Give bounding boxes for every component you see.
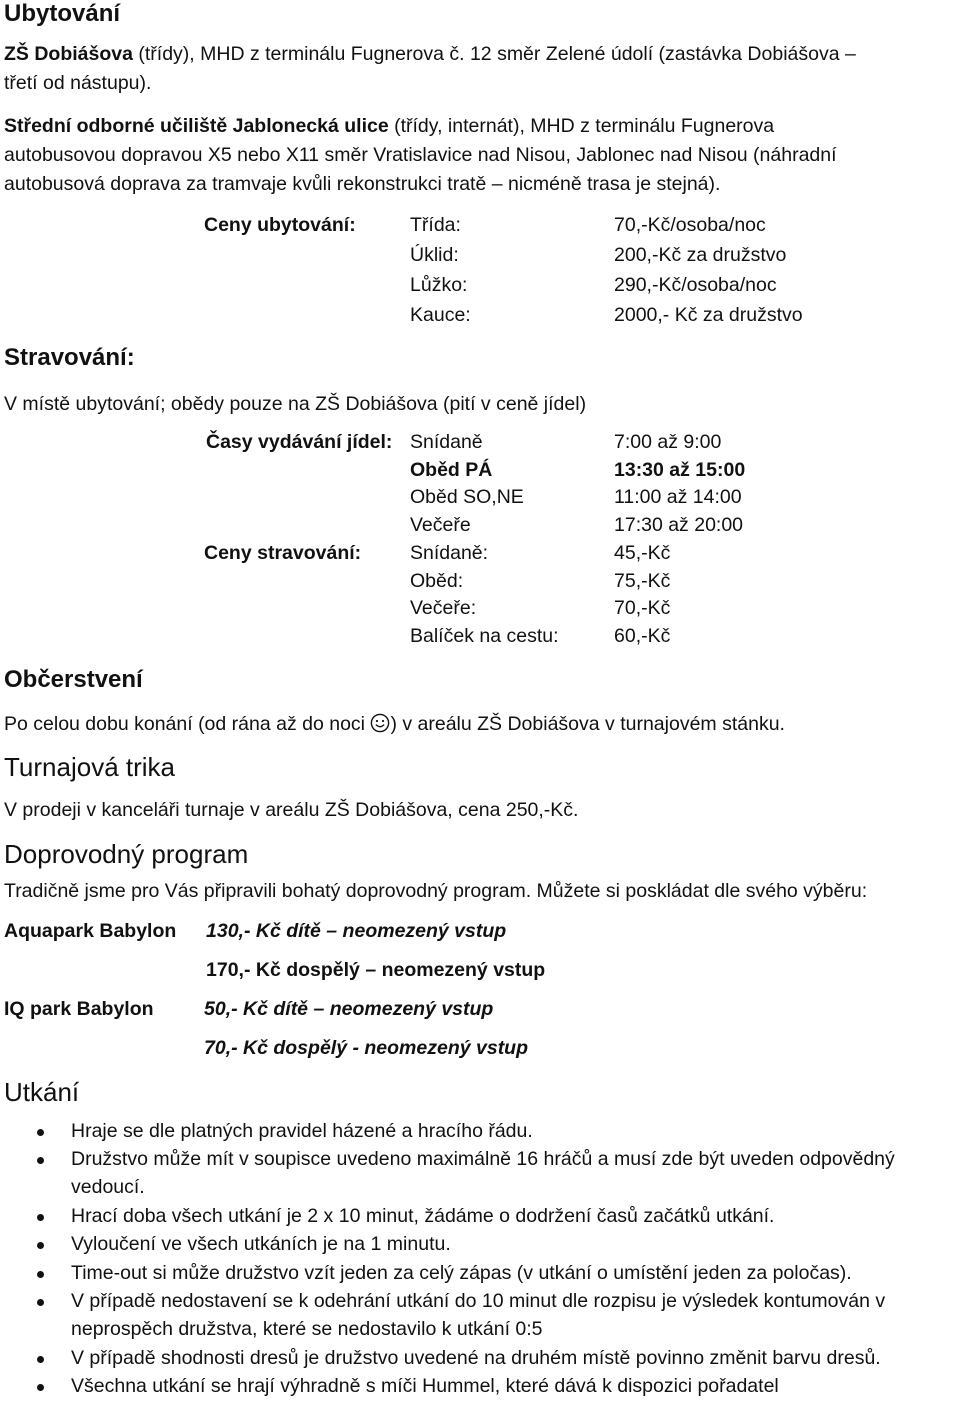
catering-note: V místě ubytování; obědy pouze na ZŠ Dobiášova (pití v ceně jídel) [4, 393, 587, 415]
price-value: 70,-Kč/osoba/noc [614, 214, 766, 236]
meal-name: Večeře [410, 514, 471, 536]
refreshments-text-after: ) v areálu ZŠ Dobiášova v turnajovém stánku. [390, 713, 785, 735]
meal-time: 11:00 až 14:00 [614, 486, 742, 508]
rule-item-continuation: vedoucí. [71, 1176, 145, 1198]
rule-item-continuation: neprospěch družstva, které se nedostavilo k utkání 0:5 [71, 1318, 543, 1340]
aquapark-label: Aquapark Babylon [4, 920, 177, 942]
price-value: 2000,- Kč za družstvo [614, 304, 803, 326]
refreshments-text-before: Po celou dobu konání (od rána až do noci [4, 713, 371, 735]
meal-price-value: 70,-Kč [614, 597, 671, 619]
meal-time: 13:30 až 15:00 [614, 459, 746, 481]
accommodation-heading: Ubytování [4, 0, 121, 27]
meal-times-label: Časy vydávání jídel: [206, 431, 393, 453]
meal-price-item: Večeře: [410, 597, 477, 619]
meal-name: Oběd PÁ [410, 459, 493, 481]
bullet-icon [37, 1129, 44, 1136]
rule-item: Time-out si může družstvo vzít jeden za celý zápas (v utkání o umístění jeden za poločas). [71, 1262, 852, 1284]
price-item: Úklid: [410, 244, 459, 266]
refreshments-heading: Občerstvení [4, 666, 143, 693]
smiley-icon [370, 713, 390, 739]
price-value: 200,-Kč za družstvo [614, 244, 787, 266]
zs-text-line2: třetí od nástupu). [4, 72, 152, 94]
price-item: Lůžko: [410, 274, 468, 296]
aquapark-child-price: 130,- Kč dítě – neomezený vstup [206, 920, 507, 942]
sou-line2: autobusovou dopravou X5 nebo X11 směr Vratislavice nad Nisou, Jablonec nad Nisou (náhradní [4, 144, 837, 166]
zs-text-line1: (třídy), MHD z terminálu Fugnerova č. 12 směr Zelené údolí (zastávka Dobiášova – [132, 43, 856, 65]
bullet-icon [37, 1214, 44, 1221]
iqpark-label: IQ park Babylon [4, 998, 154, 1020]
bullet-icon [37, 1242, 44, 1249]
meal-price-item: Snídaně: [410, 542, 489, 564]
refreshments-text [4, 713, 785, 739]
price-item: Třída: [410, 214, 461, 236]
rule-item: Hrací doba všech utkání je 2 x 10 minut, žádáme o dodržení časů začátků utkání. [71, 1205, 775, 1227]
rule-item: V případě nedostavení se k odehrání utkání do 10 minut dle rozpisu je výsledek kontumován v [71, 1290, 886, 1312]
meal-time: 17:30 až 20:00 [614, 514, 744, 536]
program-intro: Tradičně jsme pro Vás připravili bohatý doprovodný program. Můžete si poskládat dle svého výběru: [4, 880, 868, 902]
sou-paragraph [4, 112, 956, 199]
sou-name: Střední odborné učiliště Jablonecká ulice [4, 115, 389, 137]
sou-line3: autobusová doprava za tramvaje kvůli rekonstrukci tratě – nicméně trasa je stejná). [4, 173, 721, 195]
sou-line1: (třídy, internát), MHD z terminálu Fugnerova [388, 115, 775, 137]
bullet-icon [37, 1271, 44, 1278]
price-item: Kauce: [410, 304, 471, 326]
rule-item: Vyloučení ve všech utkáních je na 1 minutu. [71, 1233, 451, 1255]
meal-price-item: Balíček na cestu: [410, 625, 559, 647]
meal-price-value: 75,-Kč [614, 570, 671, 592]
meal-prices-label: Ceny stravování: [204, 542, 362, 564]
meal-price-value: 45,-Kč [614, 542, 671, 564]
zs-paragraph [4, 40, 956, 98]
bullet-icon [37, 1356, 44, 1363]
meal-price-item: Oběd: [410, 570, 464, 592]
bullet-icon [37, 1384, 44, 1391]
accommodation-prices-label: Ceny ubytování: [204, 214, 356, 236]
rule-item: Hraje se dle platných pravidel házené a hracího řádu. [71, 1120, 533, 1142]
shirts-text: V prodeji v kanceláři turnaje v areálu ZŠ Dobiášova, cena 250,-Kč. [4, 799, 579, 821]
price-value: 290,-Kč/osoba/noc [614, 274, 777, 296]
meal-name: Snídaně [410, 431, 483, 453]
rule-item: V případě shodnosti dresů je družstvo uvedené na druhém místě povinno změnit barvu dresů. [71, 1347, 881, 1369]
rule-item: Družstvo může mít v soupisce uvedeno maximálně 16 hráčů a musí zde být uveden odpovědný [71, 1148, 895, 1170]
zs-name: ZŠ Dobiášova [4, 43, 133, 65]
matches-heading: Utkání [4, 1077, 80, 1107]
meal-name: Oběd SO,NE [410, 486, 524, 508]
rule-item: Všechna utkání se hrají výhradně s míči Hummel, které dává k dispozici pořadatel [71, 1375, 779, 1397]
iqpark-child-price: 50,- Kč dítě – neomezený vstup [204, 998, 494, 1020]
shirts-heading: Turnajová trika [4, 752, 175, 782]
program-heading: Doprovodný program [4, 839, 249, 869]
bullet-icon [37, 1299, 44, 1306]
iqpark-adult-price: 70,- Kč dospělý - neomezený vstup [204, 1037, 529, 1059]
bullet-icon [37, 1157, 44, 1164]
catering-heading: Stravování: [4, 344, 135, 371]
meal-time: 7:00 až 9:00 [614, 431, 722, 453]
aquapark-adult-price: 170,- Kč dospělý – neomezený vstup [206, 959, 546, 981]
meal-price-value: 60,-Kč [614, 625, 671, 647]
